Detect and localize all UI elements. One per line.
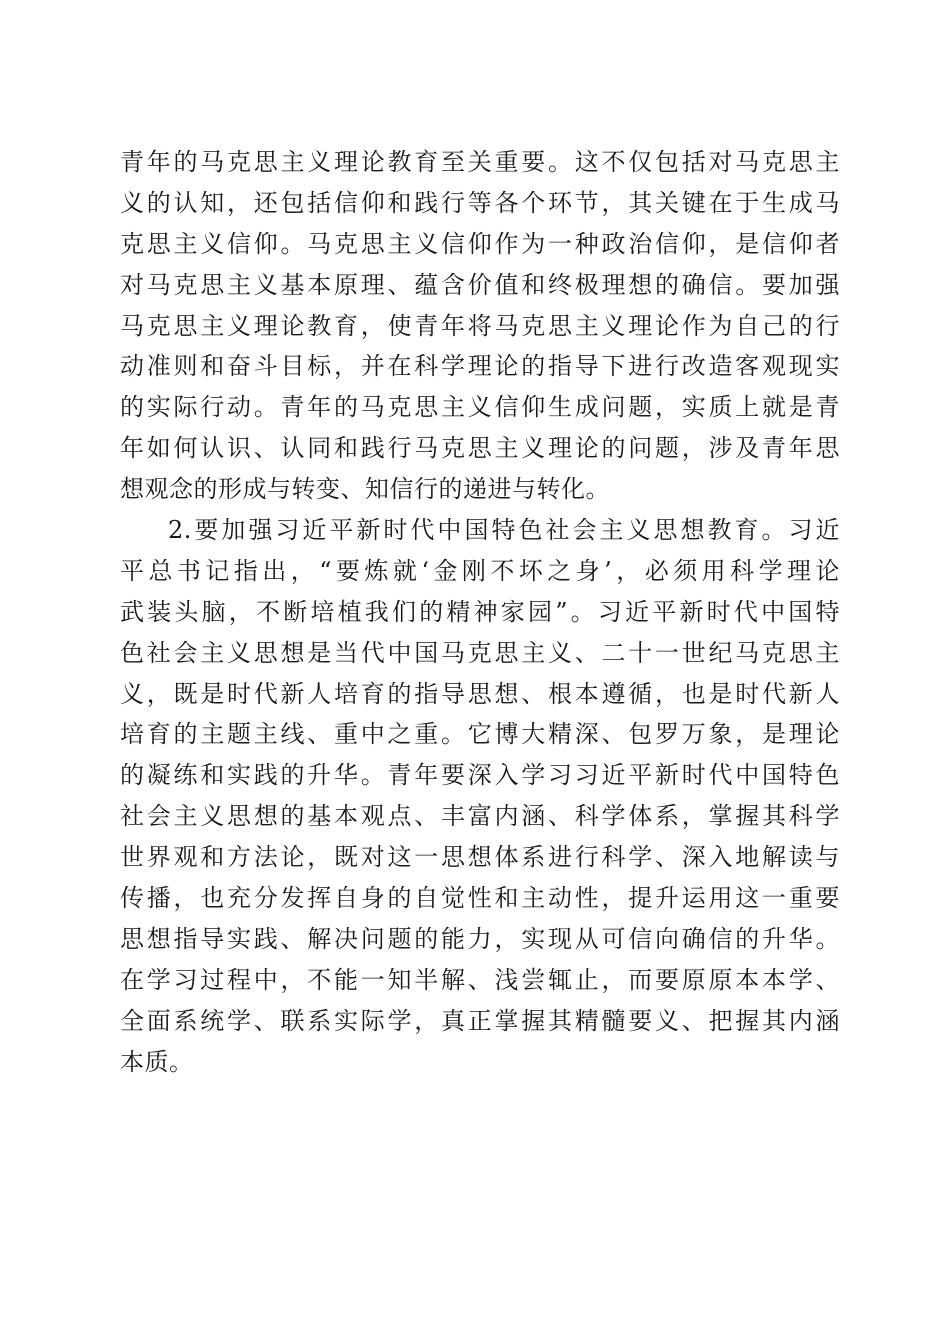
- text-line: 的凝练和实践的升华。青年要深入学习习近平新时代中国特色: [120, 761, 840, 790]
- text-line: 克思主义信仰。马克思主义信仰作为一种政治信仰，是信仰者: [120, 229, 840, 258]
- text-line: 的实际行动。青年的马克思主义信仰生成问题，实质上就是青: [120, 393, 840, 422]
- text-line: 全面系统学、联系实际学，真正掌握其精髓要义、把握其内涵: [120, 1006, 840, 1035]
- text-line: 在学习过程中，不能一知半解、浅尝辄止，而要原原本本学、: [120, 965, 840, 994]
- section-heading-line: 2.要加强习近平新时代中国特色社会主义思想教育。习近: [168, 516, 840, 545]
- text-line: 马克思主义理论教育，使青年将马克思主义理论作为自己的行: [120, 311, 840, 340]
- text-line: 本质。: [120, 1047, 194, 1076]
- text-line: 平总书记指出，“要炼就‘金刚不坏之身’，必须用科学理论: [120, 556, 840, 585]
- text-line: 义的认知，还包括信仰和践行等各个环节，其关键在于生成马: [120, 188, 840, 217]
- text-line: 社会主义思想的基本观点、丰富内涵、科学体系，掌握其科学: [120, 802, 840, 831]
- text-line: 青年的马克思主义理论教育至关重要。这不仅包括对马克思主: [120, 148, 840, 176]
- text-line: 义，既是时代新人培育的指导思想、根本遵循，也是时代新人: [120, 679, 840, 708]
- text-line: 想观念的形成与转变、知信行的递进与转化。: [120, 475, 610, 504]
- text-line: 传播，也充分发挥自身的自觉性和主动性，提升运用这一重要: [120, 884, 840, 913]
- text-line: 武装头脑，不断培植我们的精神家园”。习近平新时代中国特: [120, 597, 840, 626]
- text-line: 年如何认识、认同和践行马克思主义理论的问题，涉及青年思: [120, 434, 840, 463]
- text-line: 动准则和奋斗目标，并在科学理论的指导下进行改造客观现实: [120, 352, 840, 381]
- text-line: 色社会主义思想是当代中国马克思主义、二十一世纪马克思主: [120, 638, 840, 667]
- body-text: [120, 142, 840, 1082]
- text-line: 世界观和方法论，既对这一思想体系进行科学、深入地解读与: [120, 843, 840, 872]
- text-line: 思想指导实践、解决问题的能力，实现从可信向确信的升华。: [120, 924, 840, 953]
- text-line: 培育的主题主线、重中之重。它博大精深、包罗万象，是理论: [120, 720, 840, 749]
- text-line: 对马克思主义基本原理、蕴含价值和终极理想的确信。要加强: [120, 270, 840, 299]
